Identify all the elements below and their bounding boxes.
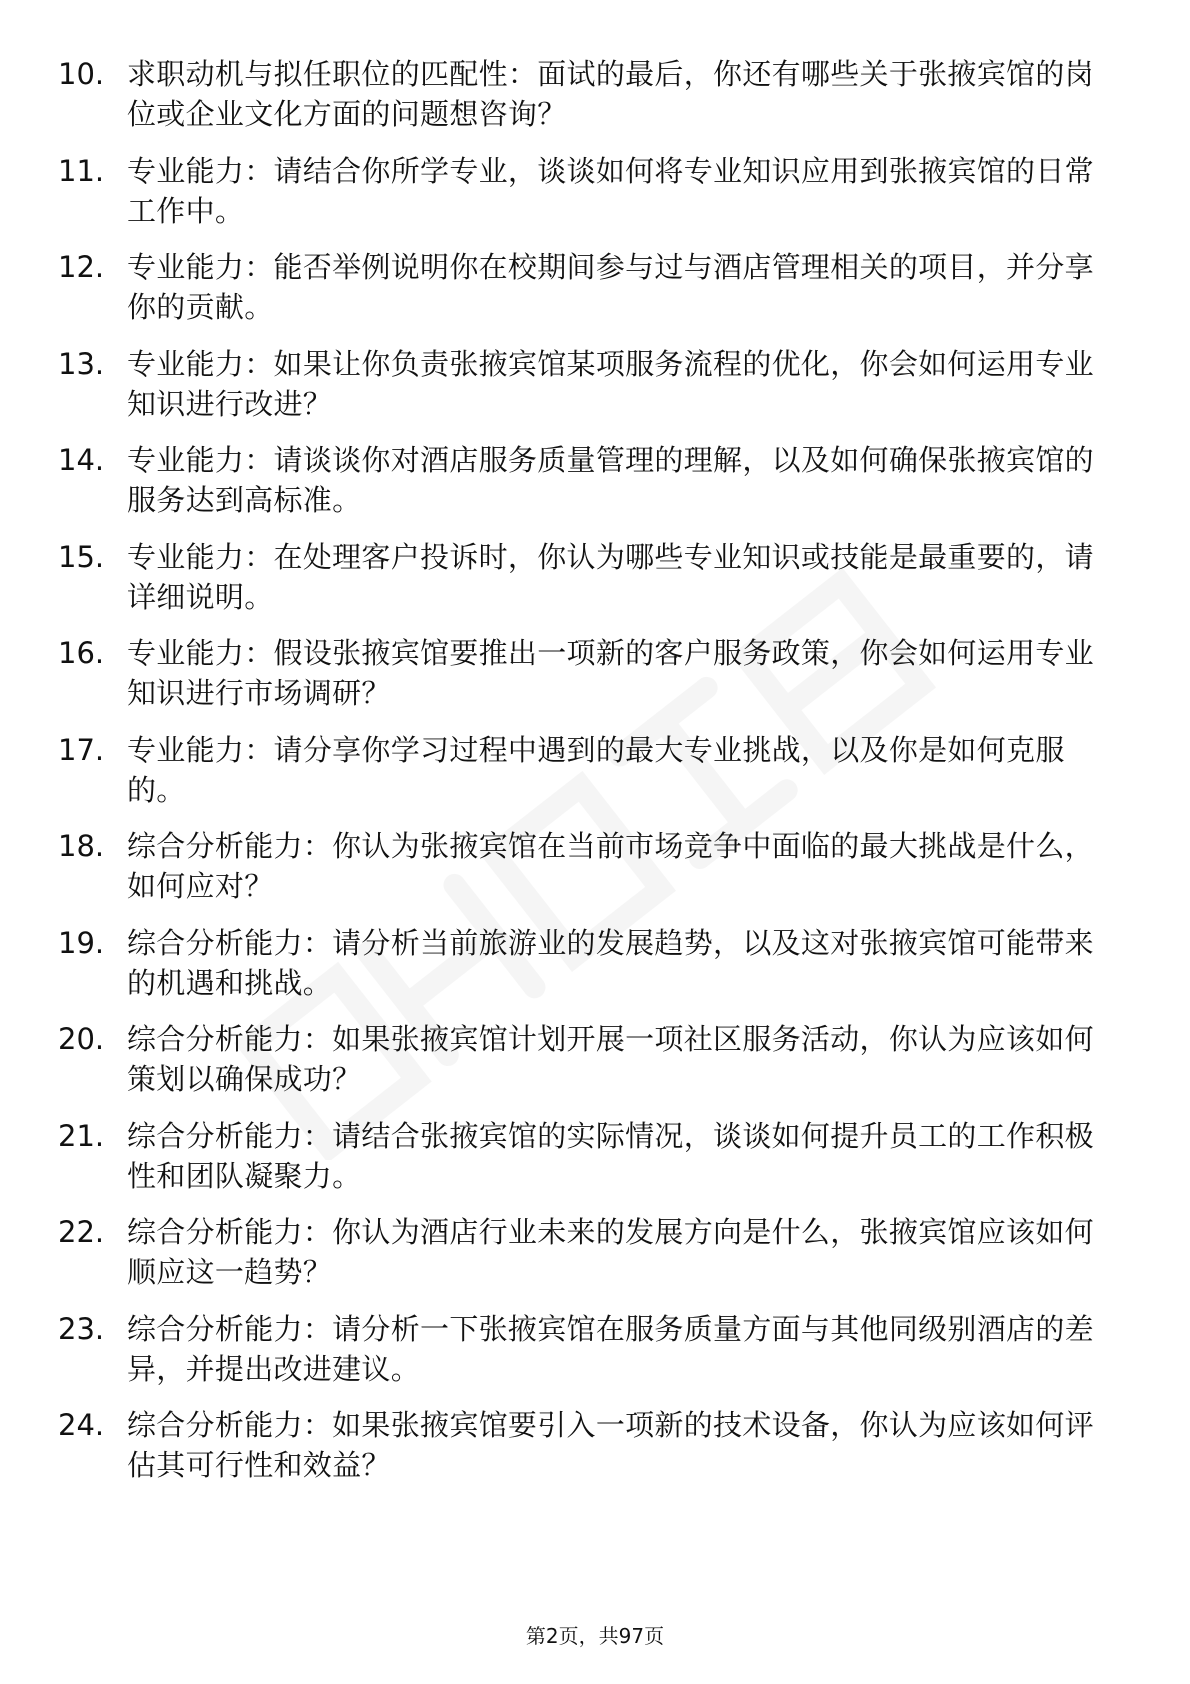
- question-text: 综合分析能力：你认为张掖宾馆在当前市场竞争中面临的最大挑战是什么，如何应对？: [127, 829, 1094, 903]
- question-body: 如果张掖宾馆计划开展一项社区服务活动，你认为应该如何策划以确保成功？: [127, 1022, 1094, 1096]
- question-number: 12.: [58, 250, 105, 284]
- question-body: 你认为张掖宾馆在当前市场竞争中面临的最大挑战是什么，如何应对？: [127, 829, 1094, 903]
- question-category: 专业能力: [127, 153, 245, 188]
- question-item: [58, 923, 1118, 1020]
- question-number: 18.: [58, 829, 105, 863]
- question-text: 综合分析能力：如果张掖宾馆计划开展一项社区服务活动，你认为应该如何策划以确保成功？: [127, 1022, 1094, 1096]
- question-text: 专业能力：假设张掖宾馆要推出一项新的客户服务政策，你会如何运用专业知识进行市场调研？: [127, 636, 1094, 710]
- question-category: 综合分析能力: [127, 925, 303, 960]
- question-number: 22.: [58, 1215, 105, 1249]
- question-body: 请分享你学习过程中遇到的最大专业挑战，以及你是如何克服的。: [127, 732, 1065, 807]
- question-category: 综合分析能力: [127, 1408, 303, 1442]
- question-category: 综合分析能力: [127, 1311, 303, 1346]
- question-category: 专业能力: [127, 443, 245, 477]
- question-item: [58, 151, 1118, 248]
- question-text: 专业能力：请分享你学习过程中遇到的最大专业挑战，以及你是如何克服的。: [127, 732, 1065, 807]
- question-item: [58, 1116, 1118, 1213]
- question-item: [58, 1019, 1118, 1116]
- question-list: [58, 54, 1118, 1502]
- question-body: 请谈谈你对酒店服务质量管理的理解，以及如何确保张掖宾馆的服务达到高标准。: [127, 443, 1094, 517]
- question-body: 你认为酒店行业未来的发展方向是什么，张掖宾馆应该如何顺应这一趋势？: [127, 1215, 1094, 1289]
- question-item: [58, 1405, 1118, 1502]
- question-category: 专业能力: [127, 250, 245, 284]
- question-item: [58, 1309, 1118, 1406]
- question-body: 假设张掖宾馆要推出一项新的客户服务政策，你会如何运用专业知识进行市场调研？: [127, 636, 1094, 710]
- question-category: 专业能力: [127, 539, 245, 574]
- question-text: 综合分析能力：请分析当前旅游业的发展趋势，以及这对张掖宾馆可能带来的机遇和挑战。: [127, 925, 1094, 1000]
- question-body: 能否举例说明你在校期间参与过与酒店管理相关的项目，并分享你的贡献。: [127, 250, 1094, 324]
- question-body: 在处理客户投诉时，你认为哪些专业知识或技能是最重要的，请详细说明。: [127, 539, 1094, 614]
- question-body: 请分析当前旅游业的发展趋势，以及这对张掖宾馆可能带来的机遇和挑战。: [127, 925, 1094, 1000]
- page-indicator: 第2页，共97页: [525, 1624, 665, 1648]
- question-number: 16.: [58, 636, 105, 670]
- question-number: 13.: [58, 346, 105, 381]
- question-category: 求职动机与拟任职位的匹配性: [127, 57, 508, 91]
- question-body: 请结合张掖宾馆的实际情况，谈谈如何提升员工的工作积极性和团队凝聚力。: [127, 1118, 1094, 1193]
- question-body: 如果让你负责张掖宾馆某项服务流程的优化，你会如何运用专业知识进行改进？: [127, 346, 1094, 421]
- question-item: [58, 537, 1118, 634]
- question-number: 23.: [58, 1311, 105, 1346]
- question-number: 10.: [58, 57, 105, 91]
- question-item: [58, 440, 1118, 537]
- question-text: 综合分析能力：请分析一下张掖宾馆在服务质量方面与其他同级别酒店的差异，并提出改进建议。: [127, 1311, 1094, 1386]
- question-category: 综合分析能力: [127, 829, 303, 863]
- question-category: 专业能力: [127, 346, 245, 381]
- question-category: 专业能力: [127, 636, 245, 670]
- question-body: 如果张掖宾馆要引入一项新的技术设备，你认为应该如何评估其可行性和效益？: [127, 1408, 1094, 1482]
- question-item: [58, 1212, 1118, 1309]
- question-item: [58, 344, 1118, 441]
- question-text: 专业能力：能否举例说明你在校期间参与过与酒店管理相关的项目，并分享你的贡献。: [127, 250, 1094, 324]
- question-number: 15.: [58, 539, 105, 574]
- question-body: 请分析一下张掖宾馆在服务质量方面与其他同级别酒店的差异，并提出改进建议。: [127, 1311, 1094, 1386]
- question-category: 综合分析能力: [127, 1022, 303, 1056]
- question-number: 21.: [58, 1118, 105, 1153]
- question-text: 专业能力：在处理客户投诉时，你认为哪些专业知识或技能是最重要的，请详细说明。: [127, 539, 1094, 614]
- question-text: 综合分析能力：如果张掖宾馆要引入一项新的技术设备，你认为应该如何评估其可行性和效益？: [127, 1408, 1094, 1482]
- question-number: 17.: [58, 732, 105, 767]
- question-number: 24.: [58, 1408, 105, 1442]
- question-number: 14.: [58, 443, 105, 477]
- question-item: [58, 247, 1118, 344]
- question-text: 综合分析能力：请结合张掖宾馆的实际情况，谈谈如何提升员工的工作积极性和团队凝聚力。: [127, 1118, 1094, 1193]
- question-item: [58, 826, 1118, 923]
- question-item: [58, 730, 1118, 827]
- question-text: 综合分析能力：你认为酒店行业未来的发展方向是什么，张掖宾馆应该如何顺应这一趋势？: [127, 1215, 1094, 1289]
- question-item: [58, 54, 1118, 151]
- question-category: 综合分析能力: [127, 1118, 303, 1153]
- question-text: 求职动机与拟任职位的匹配性：面试的最后，你还有哪些关于张掖宾馆的岗位或企业文化方面的问题想咨询？: [127, 57, 1094, 131]
- question-text: 专业能力：如果让你负责张掖宾馆某项服务流程的优化，你会如何运用专业知识进行改进？: [127, 346, 1094, 421]
- question-number: 20.: [58, 1022, 105, 1056]
- question-category: 专业能力: [127, 732, 245, 767]
- question-text: 专业能力：请结合你所学专业，谈谈如何将专业知识应用到张掖宾馆的日常工作中。: [127, 153, 1094, 228]
- question-category: 综合分析能力: [127, 1215, 303, 1249]
- question-body: 面试的最后，你还有哪些关于张掖宾馆的岗位或企业文化方面的问题想咨询？: [127, 57, 1094, 131]
- question-body: 请结合你所学专业，谈谈如何将专业知识应用到张掖宾馆的日常工作中。: [127, 153, 1094, 228]
- question-number: 19.: [58, 925, 105, 960]
- question-item: [58, 633, 1118, 730]
- question-number: 11.: [58, 153, 105, 188]
- question-text: 专业能力：请谈谈你对酒店服务质量管理的理解，以及如何确保张掖宾馆的服务达到高标准。: [127, 443, 1094, 517]
